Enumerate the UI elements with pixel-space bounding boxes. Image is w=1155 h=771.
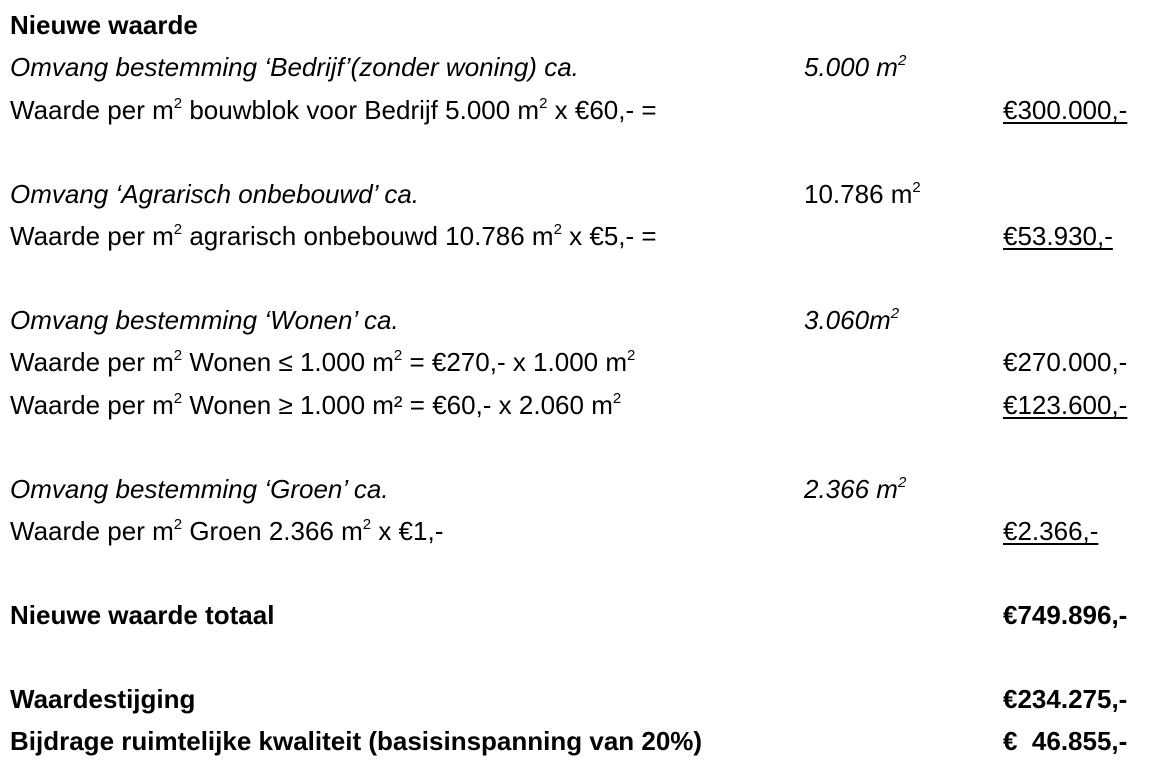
wonen-row1-exp-1: 2 (173, 347, 183, 364)
groen-waarde-label (10, 516, 443, 546)
waardestijging-amount: €234.275,- (1003, 684, 1128, 714)
wonen-row1-label (10, 347, 635, 377)
bedrijf-waarde-text-2: bouwblok voor Bedrijf 5.000 m (182, 95, 540, 125)
section-heading: Nieuwe waarde (10, 10, 198, 40)
agrarisch-omvang-exponent: 2 (912, 179, 921, 196)
bedrijf-omvang-exponent: 2 (897, 52, 907, 69)
agrarisch-waarde-label (10, 221, 657, 251)
groen-omvang-label: Omvang bestemming ‘Groen’ ca. (10, 474, 389, 504)
groen-waarde-exp-2: 2 (362, 516, 372, 533)
wonen-row2-text-1: Waarde per m (10, 390, 174, 420)
wonen-row1-exp-3: 2 (627, 347, 636, 364)
agrarisch-omvang-label: Omvang ‘Agrarisch onbebouwd’ ca. (10, 179, 420, 209)
waardestijging-label: Waardestijging (10, 684, 196, 714)
wonen-row1-amount: €270.000,- (1003, 347, 1128, 377)
bedrijf-waarde-text-3: x €60,- = (547, 95, 657, 125)
agrarisch-omvang-number: 10.786 m (804, 179, 913, 209)
groen-waarde-text-2: Groen 2.366 m (182, 516, 363, 546)
bijdrage-amount: € 46.855,- (1003, 726, 1128, 756)
groen-waarde-text-1: Waarde per m (10, 516, 174, 546)
wonen-row2-label (10, 390, 621, 420)
agrarisch-waarde-text-3: x €5,- = (561, 221, 657, 251)
wonen-row2-text-2: Wonen ≥ 1.000 m² = €60,- x 2.060 m (182, 390, 613, 420)
agrarisch-omvang-value (804, 179, 921, 209)
agrarisch-amount: €53.930,- (1003, 221, 1113, 251)
wonen-row1-exp-2: 2 (393, 347, 403, 364)
wonen-omvang-number: 3.060m (804, 305, 891, 335)
groen-waarde-text-3: x €1,- (371, 516, 444, 546)
bedrijf-omvang-number: 5.000 m (804, 52, 898, 82)
wonen-omvang-label: Omvang bestemming ‘Wonen’ ca. (10, 305, 399, 335)
totaal-label: Nieuwe waarde totaal (10, 600, 275, 630)
agrarisch-waarde-text-1: Waarde per m (10, 221, 174, 251)
agrarisch-waarde-exp-2: 2 (553, 221, 562, 238)
wonen-row2-exp-2: 2 (612, 390, 622, 407)
wonen-row2-exp-1: 2 (173, 390, 183, 407)
wonen-omvang-exponent: 2 (890, 305, 900, 322)
wonen-row1-text-3: = €270,- x 1.000 m (402, 347, 627, 377)
wonen-omvang-value (804, 305, 899, 335)
bedrijf-omvang-value (804, 52, 906, 82)
groen-amount: €2.366,- (1003, 516, 1099, 546)
totaal-amount: €749.896,- (1003, 600, 1128, 630)
bedrijf-amount: €300.000,- (1003, 95, 1128, 125)
bedrijf-omvang-label: Omvang bestemming ‘Bedrijf’(zonder woning) ca. (10, 52, 579, 82)
groen-omvang-exponent: 2 (897, 474, 907, 491)
agrarisch-waarde-exp-1: 2 (173, 221, 183, 238)
wonen-row2-amount: €123.600,- (1003, 390, 1128, 420)
groen-omvang-number: 2.366 m (804, 474, 898, 504)
groen-waarde-exp-1: 2 (173, 516, 183, 533)
bedrijf-waarde-label (10, 95, 657, 125)
bedrijf-waarde-text-1: Waarde per m (10, 95, 174, 125)
groen-omvang-value (804, 474, 906, 504)
wonen-row1-text-2: Wonen ≤ 1.000 m (182, 347, 394, 377)
wonen-row1-text-1: Waarde per m (10, 347, 174, 377)
bijdrage-label: Bijdrage ruimtelijke kwaliteit (basisinspanning van 20%) (10, 726, 703, 756)
agrarisch-waarde-text-2: agrarisch onbebouwd 10.786 m (182, 221, 554, 251)
bedrijf-waarde-exp-1: 2 (173, 95, 183, 112)
bedrijf-waarde-exp-2: 2 (539, 95, 548, 112)
